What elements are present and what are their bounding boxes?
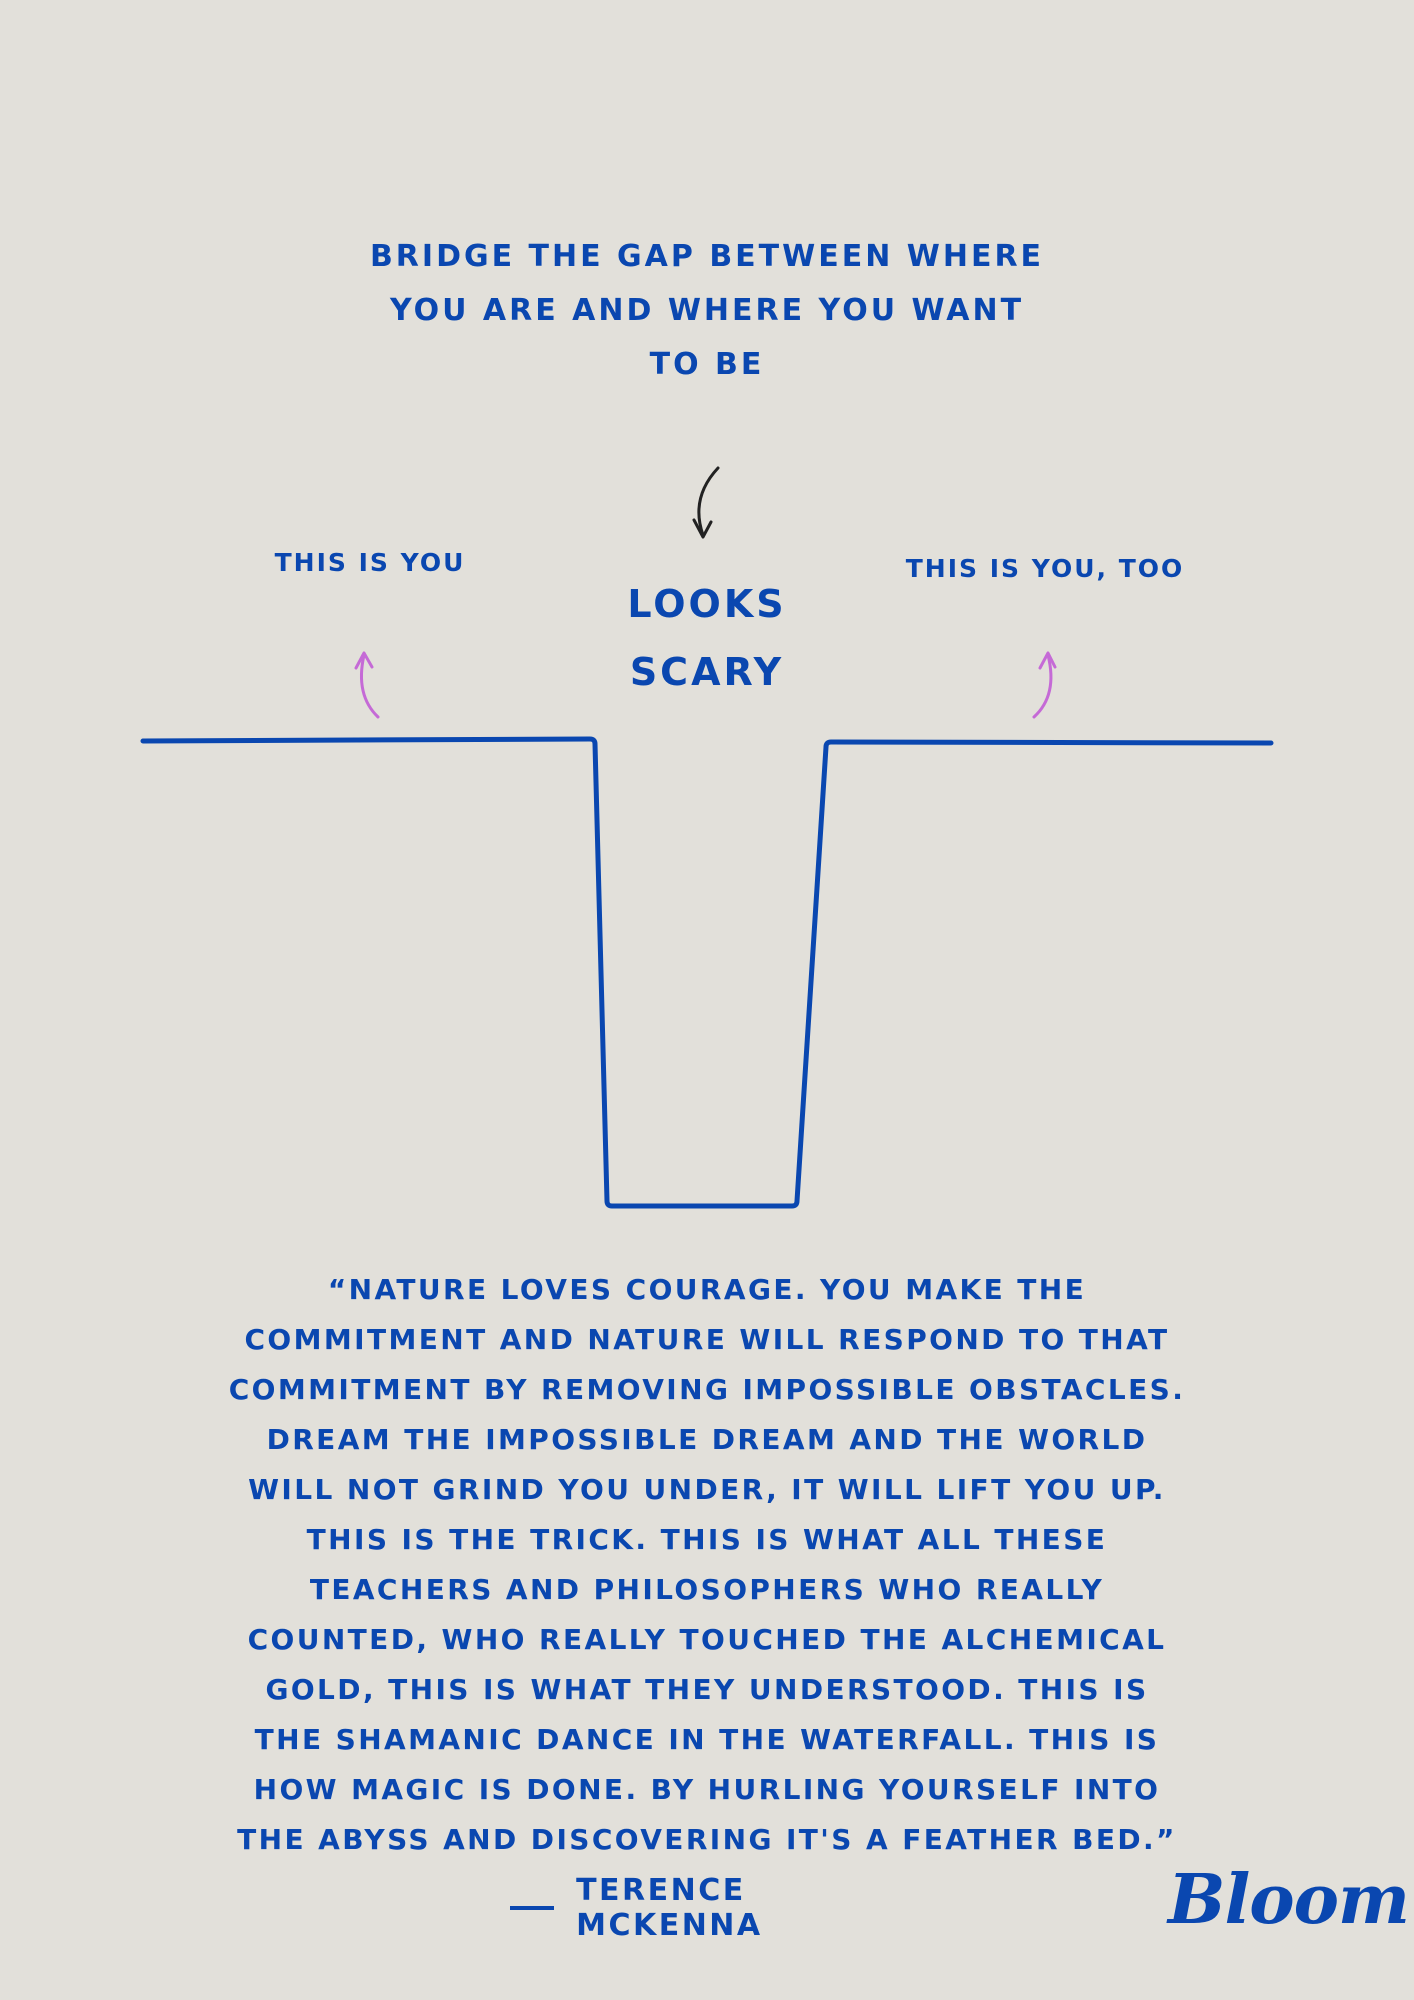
gap-outline [143,739,1271,1206]
curved-arrow-up-icon [356,653,378,717]
em-dash [510,1906,554,1910]
attribution-name: TERENCE MCKENNA [576,1873,763,1943]
bloom-logo: Bloom [1168,1860,1409,1940]
headline: BRIDGE THE GAP BETWEEN WHERE YOU ARE AND WHERE YOU WANT TO BE [369,239,1045,382]
curved-arrow-down-icon [694,468,718,537]
attribution [510,1873,930,1943]
label-this-is-you: THIS IS YOU [274,548,466,577]
label-looks-scary: LOOKS SCARY [627,582,787,694]
quote-text: “NATURE LOVES COURAGE. YOU MAKE THE COMMITMENT AND NATURE WILL RESPOND TO THAT COMMITMENT BY REMOVING IMPOSSIBLE OBSTACLES. DREAM THE IMPOSSIBLE DREAM AND THE WORLD WILL NOT GRIND YOU UNDER, IT WILL LIFT YOU UP. THIS IS THE TRICK. THIS IS WHAT ALL THESE TEACHERS AND PHILOSOPHERS WHO REALLY COUNTED, WHO REALLY TOUCHED THE ALCHEMICAL GOLD, THIS IS WHAT THEY UNDERSTOOD. THIS IS THE SHAMANIC DANCE IN THE WATERFALL. THIS IS HOW MAGIC IS DONE. BY HURLING YOURSELF INTO THE ABYSS AND DISCOVERING IT'S A FEATHER BED.” [228,1273,1186,1856]
curved-arrow-up-icon [1034,653,1055,717]
label-this-is-you-too: THIS IS YOU, TOO [905,554,1185,583]
